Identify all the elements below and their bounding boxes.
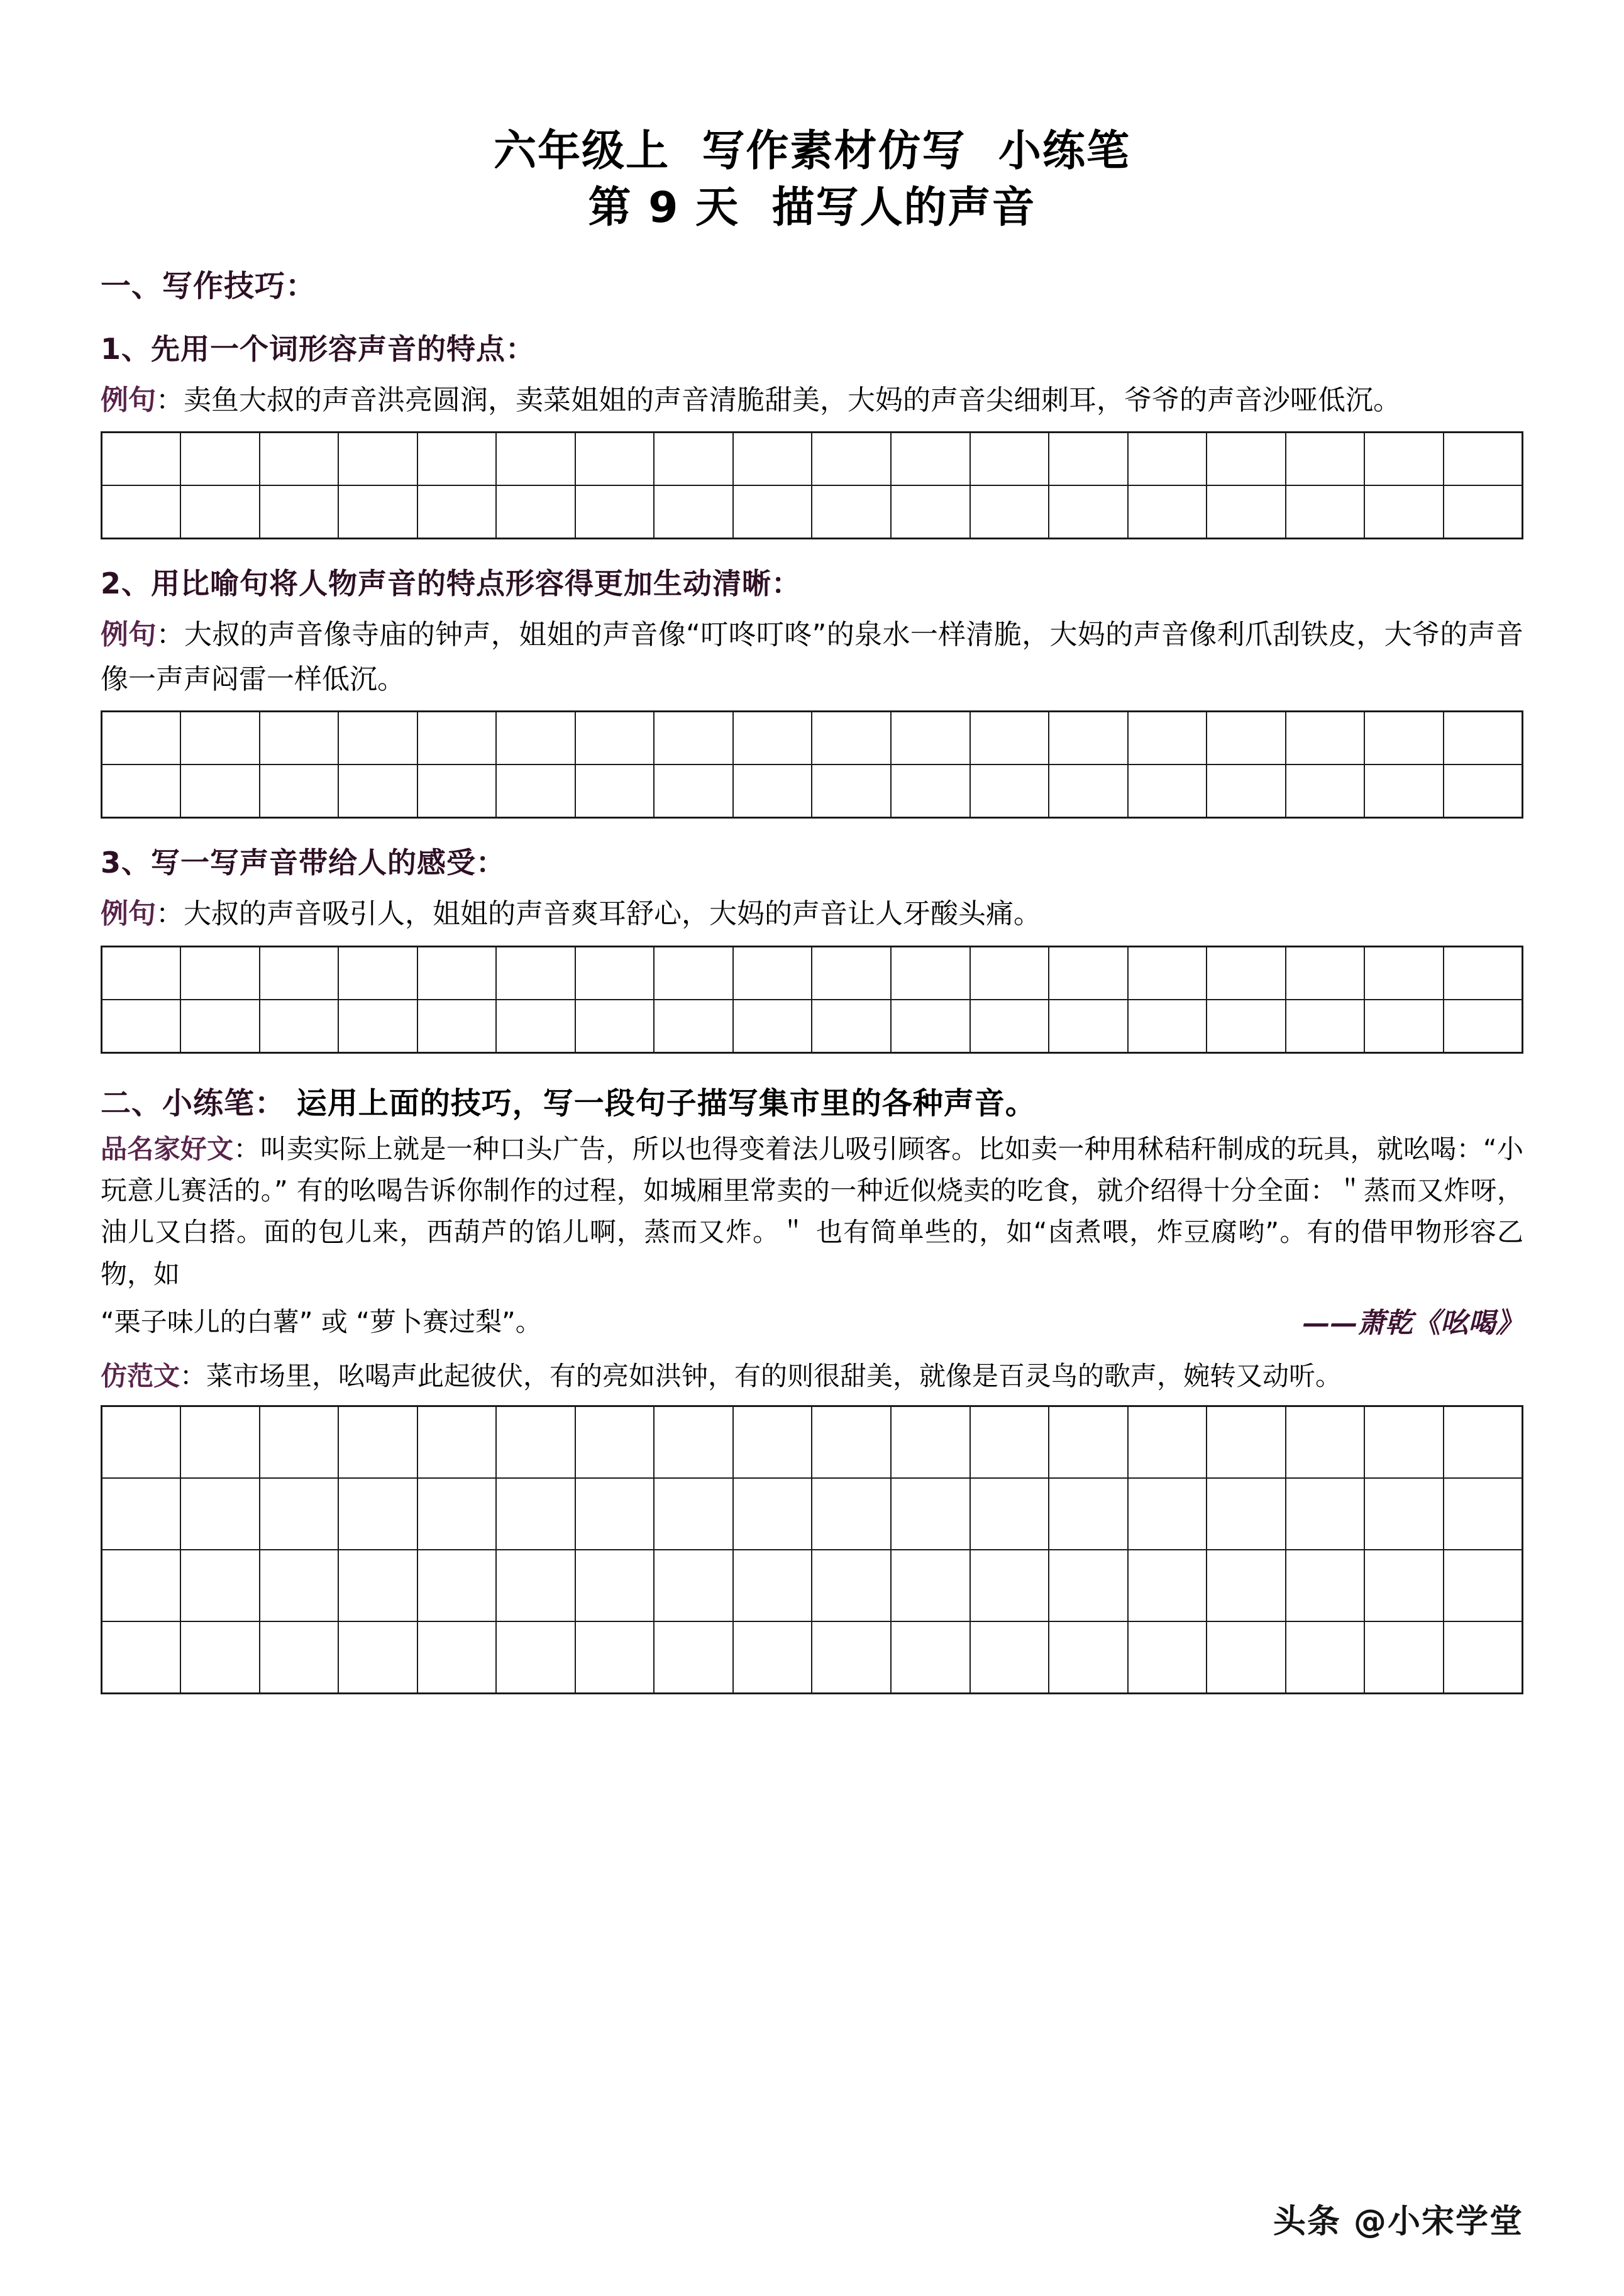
famous-text-separator: ：: [233, 1133, 260, 1164]
grid-row[interactable]: [102, 1550, 1523, 1621]
famous-text-paragraph: [101, 1129, 1523, 1295]
grid-cell[interactable]: [417, 1621, 497, 1694]
grid-cell[interactable]: [1049, 485, 1128, 539]
example-body: 大叔的声音吸引人，姐姐的声音爽耳舒心，大妈的声音让人牙酸头痛。: [184, 898, 1041, 930]
grid-cell[interactable]: [812, 946, 891, 1000]
grid-cell[interactable]: [812, 712, 891, 765]
grid-cell[interactable]: [1286, 432, 1365, 485]
grid-cell[interactable]: [970, 1478, 1049, 1550]
famous-text-body: 叫卖实际上就是一种口头广告，所以也得变着法儿吸引顾客。比如卖一种用秫秸秆制成的玩具，就吆喝：“小玩意儿赛活的。” 有的吆喝告诉你制作的过程，如城厢里常卖的一种近似烧卖的吃食，就介绍得十分全面：＂蒸而又炸呀，油儿又白搭。面的包儿来，西葫芦的馅儿啊，蒸而又炸。＂ 也有简单些的，如“卤煮喂，炸豆腐哟”。有的借甲物形容乙物，如: [101, 1133, 1523, 1289]
grid-row[interactable]: [102, 432, 1523, 485]
grid-cell[interactable]: [417, 764, 497, 818]
grid-cell[interactable]: [891, 485, 970, 539]
grid-cell[interactable]: [1286, 1406, 1365, 1478]
section-two-heading-rest: 运用上面的技巧，写一段句子描写集市里的各种声音。: [285, 1085, 1036, 1121]
grid-row[interactable]: [102, 764, 1523, 818]
grid-cell[interactable]: [1364, 485, 1444, 539]
grid-cell[interactable]: [1364, 946, 1444, 1000]
grid-cell[interactable]: [1444, 1000, 1523, 1053]
famous-text-label: 品名家好文: [101, 1133, 234, 1164]
grid-cell[interactable]: [180, 764, 260, 818]
grid-cell[interactable]: [812, 764, 891, 818]
grid-cell[interactable]: [1049, 1478, 1128, 1550]
example-body: 大叔的声音像寺庙的钟声，姐姐的声音像“叮咚叮咚”的泉水一样清脆，大妈的声音像利爪刮铁皮，大爷的声音像一声声闷雷一样低沉。: [101, 618, 1523, 696]
grid-cell[interactable]: [733, 1406, 812, 1478]
grid-cell[interactable]: [1207, 432, 1286, 485]
grid-cell[interactable]: [260, 485, 339, 539]
grid-cell[interactable]: [180, 1000, 260, 1053]
grid-row[interactable]: [102, 712, 1523, 765]
grid-cell[interactable]: [654, 1621, 733, 1694]
grid-cell[interactable]: [812, 1406, 891, 1478]
grid-cell[interactable]: [417, 1000, 497, 1053]
grid-cell[interactable]: [891, 764, 970, 818]
model-text-label: 仿范文: [101, 1360, 180, 1392]
grid-cell[interactable]: [1444, 485, 1523, 539]
grid-cell[interactable]: [654, 1000, 733, 1053]
grid-cell[interactable]: [338, 432, 417, 485]
grid-cell[interactable]: [1207, 485, 1286, 539]
grid-cell[interactable]: [496, 1478, 575, 1550]
grid-cell[interactable]: [1128, 1406, 1207, 1478]
grid-cell[interactable]: [338, 485, 417, 539]
grid-cell[interactable]: [970, 1000, 1049, 1053]
famous-text-attribution: ——萧乾《吆喝》: [1302, 1307, 1523, 1339]
grid-cell[interactable]: [1207, 946, 1286, 1000]
famous-text-last-line: “栗子味儿的白薯” 或 “萝卜赛过梨”。: [101, 1306, 542, 1337]
section-two-heading-accent: 二、小练笔：: [101, 1085, 286, 1121]
grid-cell[interactable]: [654, 946, 733, 1000]
section-one-heading: 一、写作技巧：: [101, 268, 317, 304]
grid-cell[interactable]: [1364, 1000, 1444, 1053]
grid-cell[interactable]: [180, 485, 260, 539]
grid-cell[interactable]: [1286, 712, 1365, 765]
grid-cell[interactable]: [575, 1550, 655, 1621]
grid-cell[interactable]: [102, 1621, 181, 1694]
famous-text-last-line-row: [101, 1301, 1523, 1343]
grid-cell[interactable]: [1128, 432, 1207, 485]
grid-cell[interactable]: [1364, 432, 1444, 485]
grid-cell[interactable]: [970, 946, 1049, 1000]
grid-cell[interactable]: [102, 1406, 181, 1478]
grid-cell[interactable]: [970, 1550, 1049, 1621]
grid-cell[interactable]: [575, 946, 655, 1000]
grid-cell[interactable]: [1128, 764, 1207, 818]
writing-grid-4[interactable]: [101, 1405, 1523, 1694]
example-label: 例句: [101, 898, 156, 930]
grid-cell[interactable]: [891, 1406, 970, 1478]
grid-cell[interactable]: [496, 764, 575, 818]
example-label: 例句: [101, 618, 157, 651]
grid-cell[interactable]: [1286, 485, 1365, 539]
grid-cell[interactable]: [1286, 1621, 1365, 1694]
grid-cell[interactable]: [338, 1550, 417, 1621]
grid-cell[interactable]: [654, 1550, 733, 1621]
grid-cell[interactable]: [654, 485, 733, 539]
grid-row[interactable]: [102, 485, 1523, 539]
grid-cell[interactable]: [1364, 1478, 1444, 1550]
grid-cell[interactable]: [575, 712, 655, 765]
grid-cell[interactable]: [102, 432, 181, 485]
grid-cell[interactable]: [338, 1000, 417, 1053]
grid-cell[interactable]: [1207, 1000, 1286, 1053]
grid-cell[interactable]: [1207, 764, 1286, 818]
grid-cell[interactable]: [654, 712, 733, 765]
writing-grid-2[interactable]: [101, 710, 1523, 819]
grid-cell[interactable]: [102, 764, 181, 818]
grid-cell[interactable]: [496, 485, 575, 539]
title-line-2: 第 9 天 描写人的声音: [588, 182, 1036, 233]
grid-cell[interactable]: [338, 712, 417, 765]
grid-cell[interactable]: [812, 485, 891, 539]
technique-1-heading: 1、先用一个词形容声音的特点：: [101, 331, 536, 366]
grid-cell[interactable]: [1286, 764, 1365, 818]
example-label: 例句: [101, 384, 156, 416]
grid-cell[interactable]: [417, 946, 497, 1000]
grid-cell[interactable]: [733, 1550, 812, 1621]
example-separator: ：: [156, 898, 184, 930]
page-title: [101, 0, 1523, 236]
grid-cell[interactable]: [1207, 712, 1286, 765]
grid-cell[interactable]: [1049, 1406, 1128, 1478]
grid-cell[interactable]: [733, 432, 812, 485]
grid-row[interactable]: [102, 1406, 1523, 1478]
grid-cell[interactable]: [260, 1550, 339, 1621]
grid-cell[interactable]: [970, 1621, 1049, 1694]
grid-cell[interactable]: [260, 1406, 339, 1478]
grid-cell[interactable]: [970, 1406, 1049, 1478]
grid-cell[interactable]: [417, 1406, 497, 1478]
grid-cell[interactable]: [891, 432, 970, 485]
grid-cell[interactable]: [180, 1621, 260, 1694]
grid-cell[interactable]: [1049, 946, 1128, 1000]
grid-cell[interactable]: [812, 1621, 891, 1694]
grid-cell[interactable]: [733, 1621, 812, 1694]
grid-cell[interactable]: [891, 1000, 970, 1053]
grid-cell[interactable]: [891, 1621, 970, 1694]
grid-cell[interactable]: [891, 1550, 970, 1621]
grid-cell[interactable]: [575, 1478, 655, 1550]
grid-cell[interactable]: [1364, 1621, 1444, 1694]
model-text-body: 菜市场里，吆喝声此起彼伏，有的亮如洪钟，有的则很甜美，就像是百灵鸟的歌声，婉转又动听。: [206, 1360, 1342, 1392]
grid-cell[interactable]: [1364, 1550, 1444, 1621]
grid-cell[interactable]: [260, 712, 339, 765]
grid-cell[interactable]: [1444, 712, 1523, 765]
grid-cell[interactable]: [970, 485, 1049, 539]
grid-cell[interactable]: [654, 432, 733, 485]
grid-cell[interactable]: [1049, 712, 1128, 765]
grid-cell[interactable]: [102, 1000, 181, 1053]
grid-cell[interactable]: [1286, 1550, 1365, 1621]
grid-cell[interactable]: [1444, 432, 1523, 485]
grid-cell[interactable]: [1207, 1478, 1286, 1550]
grid-cell[interactable]: [1364, 712, 1444, 765]
grid-cell[interactable]: [891, 712, 970, 765]
technique-2-heading: 2、用比喻句将人物声音的特点形容得更加生动清晰：: [101, 566, 802, 600]
grid-cell[interactable]: [338, 946, 417, 1000]
grid-cell[interactable]: [733, 712, 812, 765]
grid-row[interactable]: [102, 1000, 1523, 1053]
grid-cell[interactable]: [654, 764, 733, 818]
grid-cell[interactable]: [496, 1406, 575, 1478]
grid-cell[interactable]: [1444, 1478, 1523, 1550]
grid-cell[interactable]: [654, 1406, 733, 1478]
grid-cell[interactable]: [575, 432, 655, 485]
grid-cell[interactable]: [733, 485, 812, 539]
grid-cell[interactable]: [496, 1550, 575, 1621]
grid-cell[interactable]: [575, 485, 655, 539]
technique-1-example: [101, 378, 1523, 422]
grid-cell[interactable]: [180, 432, 260, 485]
section-two-heading: [101, 1079, 1523, 1122]
grid-cell[interactable]: [733, 1478, 812, 1550]
grid-cell[interactable]: [260, 432, 339, 485]
grid-cell[interactable]: [812, 1478, 891, 1550]
grid-cell[interactable]: [970, 764, 1049, 818]
grid-cell[interactable]: [180, 946, 260, 1000]
grid-cell[interactable]: [260, 1000, 339, 1053]
grid-cell[interactable]: [970, 432, 1049, 485]
grid-cell[interactable]: [180, 1478, 260, 1550]
grid-cell[interactable]: [1364, 1406, 1444, 1478]
writing-grid-3[interactable]: [101, 946, 1523, 1054]
grid-cell[interactable]: [417, 712, 497, 765]
model-text-paragraph: [101, 1355, 1523, 1397]
grid-cell[interactable]: [1128, 1550, 1207, 1621]
grid-cell[interactable]: [1128, 712, 1207, 765]
grid-cell[interactable]: [1049, 1000, 1128, 1053]
grid-cell[interactable]: [260, 1478, 339, 1550]
grid-cell[interactable]: [1128, 1478, 1207, 1550]
writing-grid-1[interactable]: [101, 431, 1523, 539]
grid-cell[interactable]: [180, 1406, 260, 1478]
title-line-1: 六年级上 写作素材仿写 小练笔: [494, 126, 1130, 176]
grid-cell[interactable]: [1049, 764, 1128, 818]
grid-cell[interactable]: [338, 764, 417, 818]
grid-cell[interactable]: [1128, 1000, 1207, 1053]
grid-cell[interactable]: [1207, 1550, 1286, 1621]
example-separator: ：: [156, 384, 184, 416]
grid-cell[interactable]: [102, 946, 181, 1000]
grid-cell[interactable]: [1128, 946, 1207, 1000]
grid-cell[interactable]: [1444, 1406, 1523, 1478]
grid-cell[interactable]: [812, 1000, 891, 1053]
grid-cell[interactable]: [1049, 1550, 1128, 1621]
grid-cell[interactable]: [1364, 764, 1444, 818]
grid-cell[interactable]: [496, 946, 575, 1000]
grid-cell[interactable]: [654, 1478, 733, 1550]
model-text-separator: ：: [180, 1360, 207, 1392]
grid-cell[interactable]: [417, 432, 497, 485]
grid-cell[interactable]: [417, 1550, 497, 1621]
grid-cell[interactable]: [1049, 432, 1128, 485]
grid-cell[interactable]: [180, 712, 260, 765]
grid-cell[interactable]: [417, 485, 497, 539]
grid-cell[interactable]: [1207, 1406, 1286, 1478]
grid-row[interactable]: [102, 946, 1523, 1000]
grid-cell[interactable]: [496, 1000, 575, 1053]
grid-cell[interactable]: [575, 1621, 655, 1694]
grid-cell[interactable]: [891, 946, 970, 1000]
grid-cell[interactable]: [1049, 1621, 1128, 1694]
grid-cell[interactable]: [338, 1406, 417, 1478]
grid-cell[interactable]: [1128, 485, 1207, 539]
grid-cell[interactable]: [1286, 946, 1365, 1000]
grid-cell[interactable]: [1444, 1621, 1523, 1694]
grid-cell[interactable]: [1128, 1621, 1207, 1694]
grid-cell[interactable]: [260, 764, 339, 818]
grid-cell[interactable]: [1207, 1621, 1286, 1694]
grid-cell[interactable]: [496, 432, 575, 485]
technique-3-heading: 3、写一写声音带给人的感受：: [101, 846, 506, 880]
grid-cell[interactable]: [733, 1000, 812, 1053]
grid-cell[interactable]: [102, 1550, 181, 1621]
example-body: 卖鱼大叔的声音洪亮圆润，卖菜姐姐的声音清脆甜美，大妈的声音尖细刺耳，爷爷的声音沙哑低沉。: [184, 384, 1401, 416]
grid-cell[interactable]: [102, 712, 181, 765]
grid-cell[interactable]: [812, 432, 891, 485]
grid-cell[interactable]: [733, 764, 812, 818]
grid-row[interactable]: [102, 1621, 1523, 1694]
grid-cell[interactable]: [733, 946, 812, 1000]
grid-cell[interactable]: [260, 946, 339, 1000]
technique-3-example: [101, 891, 1523, 936]
grid-cell[interactable]: [1286, 1478, 1365, 1550]
grid-cell[interactable]: [496, 712, 575, 765]
grid-cell[interactable]: [812, 1550, 891, 1621]
grid-cell[interactable]: [1444, 764, 1523, 818]
grid-cell[interactable]: [575, 764, 655, 818]
grid-cell[interactable]: [260, 1621, 339, 1694]
watermark: 头条 @小宋学堂: [1273, 2203, 1523, 2241]
grid-cell[interactable]: [1444, 946, 1523, 1000]
grid-row[interactable]: [102, 1478, 1523, 1550]
grid-cell[interactable]: [1444, 1550, 1523, 1621]
grid-cell[interactable]: [102, 1478, 181, 1550]
grid-cell[interactable]: [180, 1550, 260, 1621]
grid-cell[interactable]: [970, 712, 1049, 765]
grid-cell[interactable]: [338, 1478, 417, 1550]
grid-cell[interactable]: [338, 1621, 417, 1694]
grid-cell[interactable]: [575, 1406, 655, 1478]
technique-2-example: [101, 612, 1523, 702]
grid-cell[interactable]: [575, 1000, 655, 1053]
grid-cell[interactable]: [1286, 1000, 1365, 1053]
grid-cell[interactable]: [891, 1478, 970, 1550]
grid-cell[interactable]: [102, 485, 181, 539]
grid-cell[interactable]: [417, 1478, 497, 1550]
grid-cell[interactable]: [496, 1621, 575, 1694]
example-separator: ：: [156, 618, 185, 651]
